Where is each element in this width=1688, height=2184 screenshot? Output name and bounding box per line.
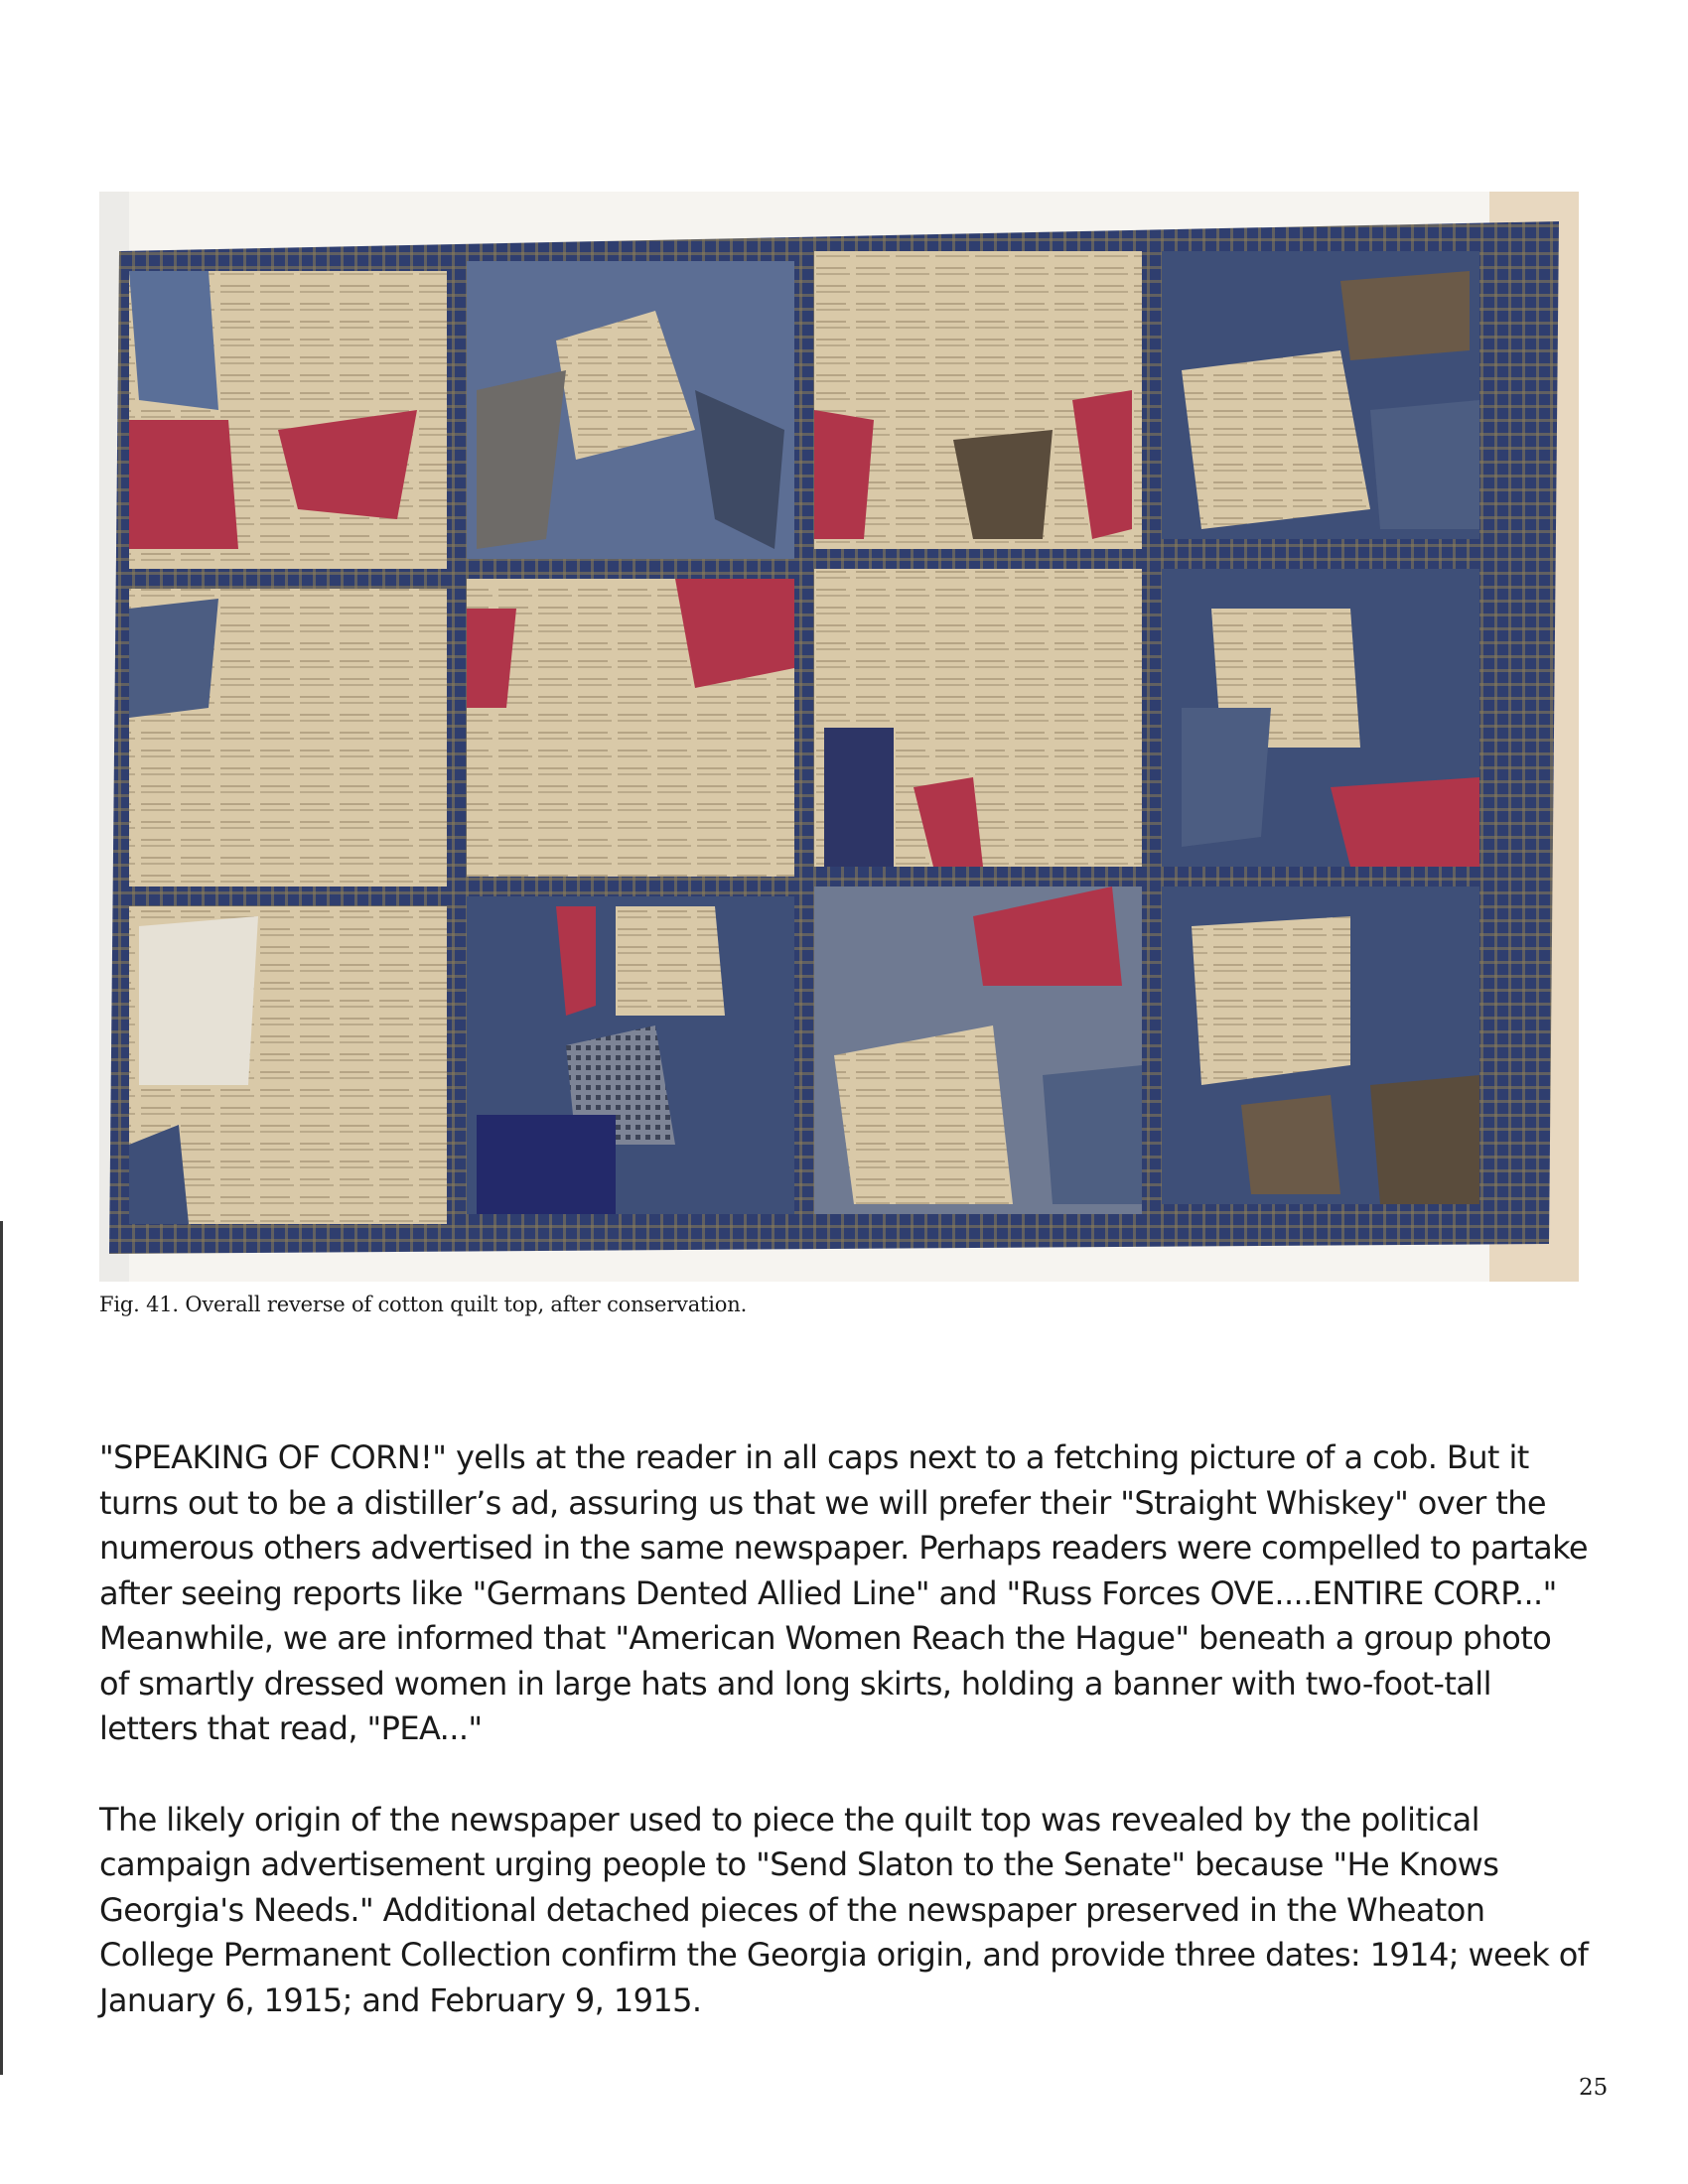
paragraph-1: "SPEAKING OF CORN!" yells at the reader in all caps next to a fetching picture of a cob. But it turns out to be a distiller’s ad, assuring us that we will prefer their "Straight Whiskey" over the numerous others advertised in the same newspaper. Perhaps readers were compelled to partake after seeing reports like "Germans Dented Allied Line" and "Russ Forces OVE....ENTIRE CORP..." Meanwhile, we are informed that "American Women Reach the Hague" beneath a group photo of smartly dressed women in large hats and long skirts, holding a banner with two-foot-tall letters that read, "PEA..."	[99, 1438, 1589, 1747]
figure-caption: Fig. 41. Overall reverse of cotton quilt top, after conservation.	[99, 1293, 748, 1316]
quilt-photo	[99, 192, 1579, 1282]
page-number: 25	[1579, 2075, 1609, 2101]
quilt-figure-image	[99, 192, 1579, 1282]
paragraph-2: The likely origin of the newspaper used to piece the quilt top was revealed by the political campaign advertisement urging people to "Send Slaton to the Senate" because "He Knows Georgia's Needs." Additional detached pieces of the newspaper preserved in the Wheaton College Permanent Collection confirm the Georgia origin, and provide three dates: 1914; week of January 6, 1915; and February 9, 1915.	[99, 1800, 1589, 2019]
margin-rule	[0, 1221, 3, 2075]
body-text	[99, 1435, 1589, 2069]
